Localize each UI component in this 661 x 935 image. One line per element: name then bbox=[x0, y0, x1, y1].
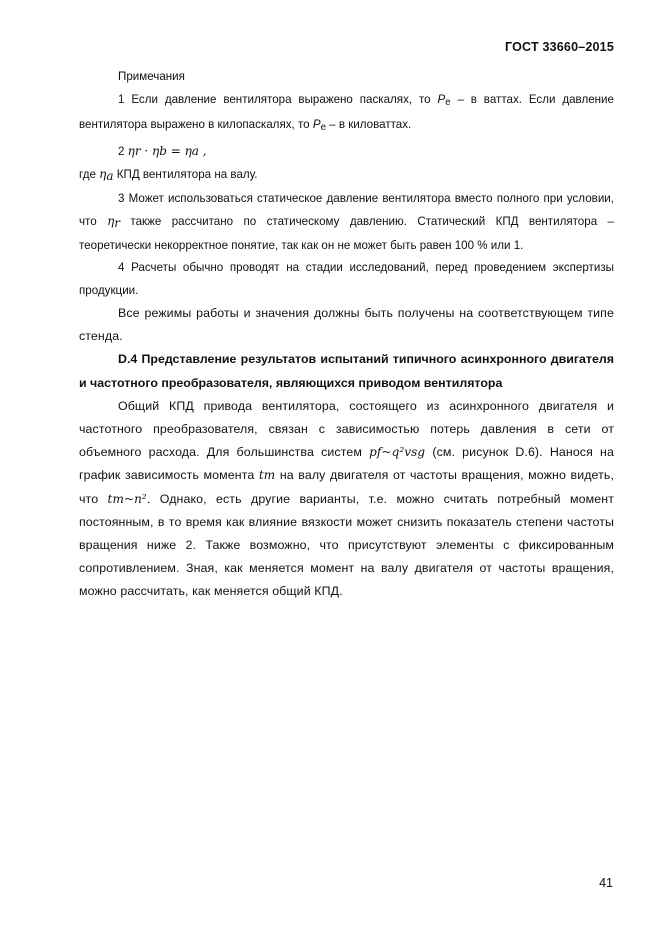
formula-torque-speed: tm~n² bbox=[107, 491, 147, 506]
modes-paragraph: Все режимы работы и значения должны быть получены на соответствующем типе стенда. bbox=[79, 306, 614, 344]
note-1: 1 Если давление вентилятора выражено паскалях, то $P_e$ – в ваттах. Если давление вентилятора выражено в килопаскалях, то $P_e$ – в киловаттах. bbox=[79, 92, 614, 133]
page-body bbox=[79, 66, 614, 604]
section-heading-d4: D.4 Представление результатов испытаний типичного асинхронного двигателя и частотного преобразователя, являющихся приводом вентилятора bbox=[79, 352, 614, 390]
note-2-formula: 2 ηr · ηb = ηa , bbox=[118, 143, 207, 158]
formula-pressure-flow: pf~q²vsg bbox=[369, 445, 426, 460]
symbol-torque: tm bbox=[258, 468, 276, 483]
note-4: 4 Расчеты обычно проводят на стадии исследований, перед проведением экспертизы продукции. bbox=[79, 261, 614, 297]
formula-efficiency-product: ηr · ηb = ηa , bbox=[127, 143, 207, 158]
notes-title: Примечания bbox=[118, 70, 185, 83]
note-2-where: где $\eta_a$ КПД вентилятора на валу. bbox=[79, 167, 258, 183]
page-number: 41 bbox=[599, 876, 613, 890]
section-d4-paragraph: Общий КПД привода вентилятора, состоящего из асинхронного двигателя и частотного преобразователя, связан с зависимостью потерь давления в сети от объемного расхода. Для большинства систем pf~q²vsg (см. рисунок D.6). Нанося на график зависимость момента tm на валу двигателя от частоты вращения, можно видеть, что tm~n². Однако, есть другие варианты, т.е. можно считать потребный момент постоянным, в то время как влияние вязкости может снизить показатель степени частоты вращения ниже 2. Также возможно, что присутствуют элементы с фиксированным сопротивлением. Зная, как меняется момент на валу двигателя от частоты вращения, можно рассчитать, как меняется общий КПД. bbox=[79, 398, 614, 599]
document-id-header: ГОСТ 33660–2015 bbox=[505, 40, 614, 54]
note-3: 3 Может использоваться статическое давление вентилятора вместо полного при условии, что $\eta_r$ также рассчитано по статическому давлению. Статический КПД вентилятора – теоретически некорректное понятие, так как он не может быть равен 100 % или 1. bbox=[79, 191, 614, 252]
